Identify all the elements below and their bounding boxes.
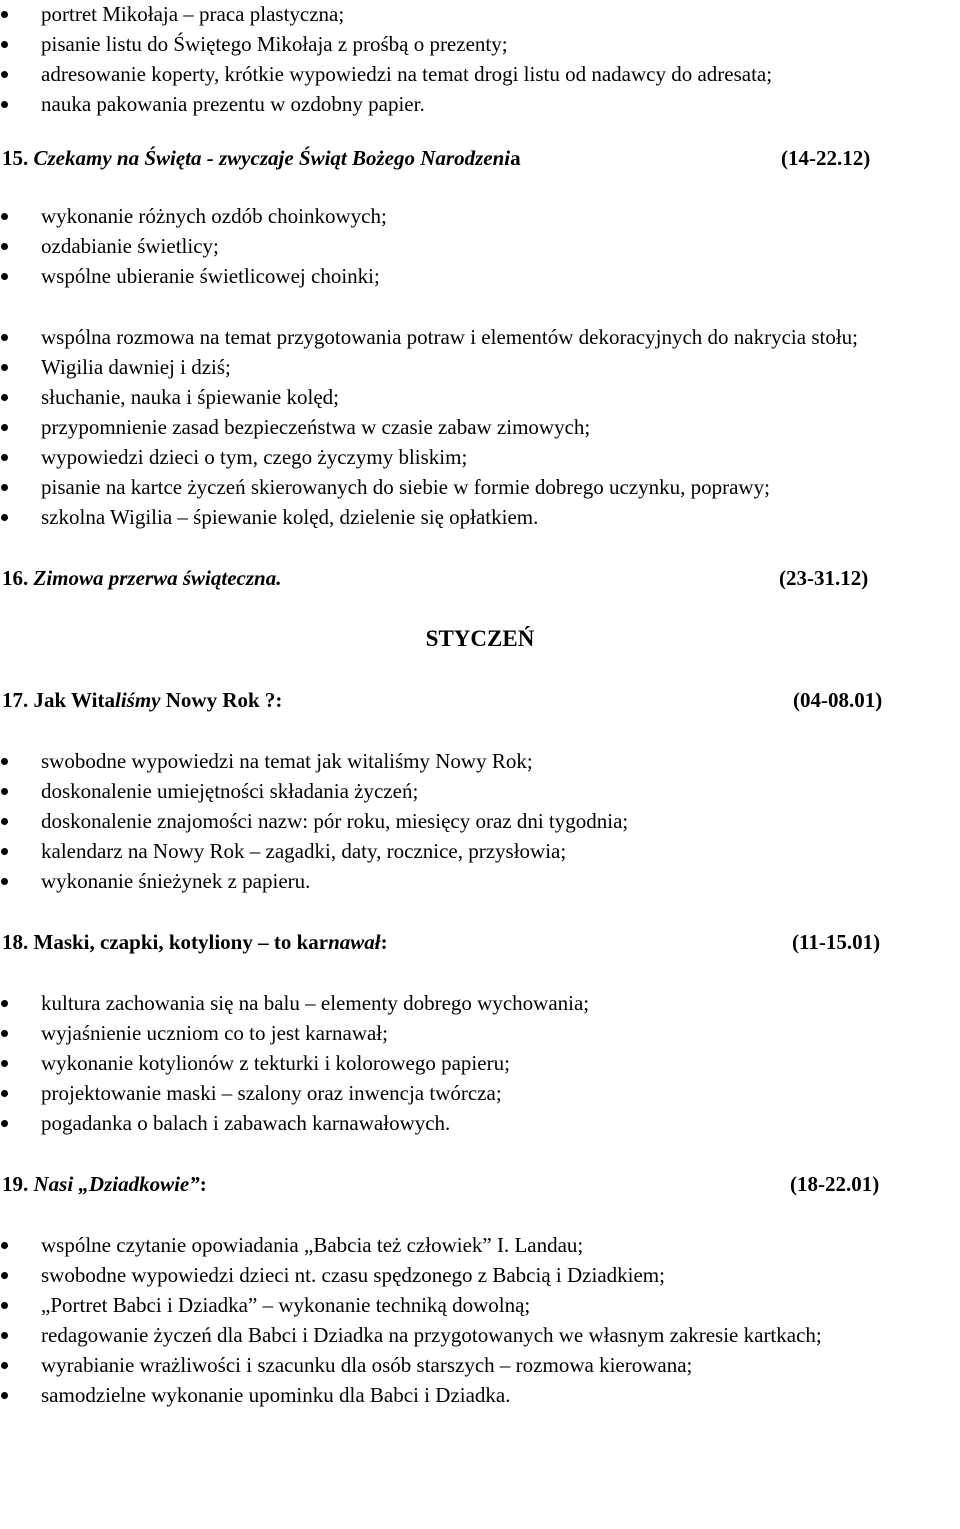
list-item-text: pisanie na kartce życzeń skierowanych do siebie w formie dobrego uczynku, poprawy; <box>41 475 770 499</box>
section-16-title-text: Zimowa przerwa świąteczna. <box>33 566 282 590</box>
list-item <box>0 29 960 59</box>
section-17-heading <box>2 685 960 715</box>
list-item <box>0 1108 960 1138</box>
section-16-dates: (23-31.12) <box>779 566 869 590</box>
section-19-title <box>2 1169 207 1199</box>
section-16-title <box>2 563 281 593</box>
list-item-text: wyjaśnienie uczniom co to jest karnawał; <box>41 1021 388 1045</box>
list-item <box>0 412 960 442</box>
bullet-icon <box>1 1090 8 1097</box>
section-19-title-italic: Nasi „Dziadkowie” <box>33 1172 200 1196</box>
section-18-dates: (11-15.01) <box>792 930 881 954</box>
bullet-icon <box>1 454 8 461</box>
section-18-heading <box>2 927 960 957</box>
list-item-text: wyrabianie wrażliwości i szacunku dla osób starszych – rozmowa kierowana; <box>41 1353 693 1377</box>
section-18-list <box>0 988 960 1138</box>
list-item-text: wspólne czytanie opowiadania „Babcia też człowiek” I. Landau; <box>41 1233 584 1257</box>
list-item-text: swobodne wypowiedzi dzieci nt. czasu spędzonego z Babcią i Dziadkiem; <box>41 1263 665 1287</box>
list-item-text: słuchanie, nauka i śpiewanie kolęd; <box>41 385 339 409</box>
bullet-icon <box>1 364 8 371</box>
list-item-text: szkolna Wigilia – śpiewanie kolęd, dzielenie się opłatkiem. <box>41 505 539 529</box>
list-item <box>0 1230 960 1260</box>
bullet-icon <box>1 484 8 491</box>
section-15-list-b <box>0 322 960 532</box>
section-15-heading <box>2 143 960 173</box>
bullet-icon <box>1 1242 8 1249</box>
section-17-list <box>0 746 960 896</box>
list-item <box>0 1320 960 1350</box>
list-item <box>0 201 960 231</box>
list-item <box>0 89 960 119</box>
list-item-text: wypowiedzi dzieci o tym, czego życzymy bliskim; <box>41 445 468 469</box>
bullet-icon <box>1 394 8 401</box>
list-item <box>0 1078 960 1108</box>
section-18-title <box>2 927 388 957</box>
bullet-icon <box>1 41 8 48</box>
list-item <box>0 776 960 806</box>
bullet-icon <box>1 848 8 855</box>
section-18-title-part2: : <box>380 930 388 954</box>
list-item <box>0 988 960 1018</box>
list-item <box>0 472 960 502</box>
list-item-text: kultura zachowania się na balu – elementy dobrego wychowania; <box>41 991 590 1015</box>
section-19-title-part2: : <box>199 1172 207 1196</box>
section-19-dates: (18-22.01) <box>790 1172 880 1196</box>
list-item <box>0 261 960 291</box>
list-item-text: swobodne wypowiedzi na temat jak witaliśmy Nowy Rok; <box>41 749 533 773</box>
bullet-icon <box>1 1000 8 1007</box>
bullet-icon <box>1 101 8 108</box>
bullet-icon <box>1 1332 8 1339</box>
list-item-text: doskonalenie znajomości nazw: pór roku, miesięcy oraz dni tygodnia; <box>41 809 629 833</box>
list-item-text: pogadanka o balach i zabawach karnawałowych. <box>41 1111 451 1135</box>
section-16-number: 16. <box>2 566 29 590</box>
bullet-icon <box>1 1392 8 1399</box>
bullet-icon <box>1 878 8 885</box>
section-15-title-tail: a <box>510 146 521 170</box>
bullet-icon <box>1 758 8 765</box>
list-item <box>0 322 960 352</box>
list-item-text: nauka pakowania prezentu w ozdobny papier. <box>41 92 425 116</box>
list-item-text: kalendarz na Nowy Rok – zagadki, daty, rocznice, przysłowia; <box>41 839 567 863</box>
section-18-title-part1: Maski, czapki, kotyliony – to kar <box>33 930 329 954</box>
list-item <box>0 502 960 532</box>
bullet-icon <box>1 71 8 78</box>
section-17-title-part2: Nowy Rok ?: <box>160 688 283 712</box>
list-item-text: wykonanie różnych ozdób choinkowych; <box>41 204 387 228</box>
section-17-title-part1: Jak Wita <box>33 688 115 712</box>
list-item <box>0 442 960 472</box>
section-15-list-a <box>0 201 960 291</box>
list-item-text: „Portret Babci i Dziadka” – wykonanie techniką dowolną; <box>41 1293 531 1317</box>
bullet-icon <box>1 1272 8 1279</box>
list-item <box>0 1018 960 1048</box>
section-19-number: 19. <box>2 1172 29 1196</box>
list-item <box>0 59 960 89</box>
list-item <box>0 806 960 836</box>
list-item <box>0 382 960 412</box>
section-17-dates: (04-08.01) <box>793 688 883 712</box>
section-18-number: 18. <box>2 930 29 954</box>
list-item <box>0 1380 960 1410</box>
list-item <box>0 352 960 382</box>
list-item <box>0 231 960 261</box>
list-item-text: przypomnienie zasad bezpieczeństwa w czasie zabaw zimowych; <box>41 415 591 439</box>
bullet-icon <box>1 1120 8 1127</box>
intro-list <box>0 0 960 119</box>
bullet-icon <box>1 788 8 795</box>
list-item-text: wykonanie kotylionów z tekturki i kolorowego papieru; <box>41 1051 510 1075</box>
section-15-title-text: Czekamy na Święta - zwyczaje Świąt Bożego Narodzeni <box>33 146 511 170</box>
bullet-icon <box>1 213 8 220</box>
list-item <box>0 0 960 29</box>
list-item <box>0 836 960 866</box>
section-17-title <box>2 685 282 715</box>
list-item-text: wspólna rozmowa na temat przygotowania potraw i elementów dekoracyjnych do nakrycia stołu; <box>41 325 858 349</box>
bullet-icon <box>1 1362 8 1369</box>
list-item-text: adresowanie koperty, krótkie wypowiedzi na temat drogi listu od nadawcy do adresata; <box>41 62 773 86</box>
section-19-list <box>0 1230 960 1410</box>
list-item-text: wykonanie śnieżynek z papieru. <box>41 869 311 893</box>
list-item-text: Wigilia dawniej i dziś; <box>41 355 231 379</box>
bullet-icon <box>1 1030 8 1037</box>
section-16-heading <box>2 563 960 593</box>
bullet-icon <box>1 11 8 18</box>
section-17-number: 17. <box>2 688 29 712</box>
section-15-dates: (14-22.12) <box>781 146 871 170</box>
list-item <box>0 746 960 776</box>
list-item-text: samodzielne wykonanie upominku dla Babci i Dziadka. <box>41 1383 511 1407</box>
month-label: STYCZEŃ <box>425 626 535 651</box>
list-item-text: pisanie listu do Świętego Mikołaja z prośbą o prezenty; <box>41 32 508 56</box>
bullet-icon <box>1 1302 8 1309</box>
list-item-text: projektowanie maski – szalony oraz inwencja twórcza; <box>41 1081 502 1105</box>
bullet-icon <box>1 1060 8 1067</box>
list-item-text: redagowanie życzeń dla Babci i Dziadka na przygotowanych we własnym zakresie kartkach; <box>41 1323 822 1347</box>
section-15-title <box>2 143 521 173</box>
list-item-text: portret Mikołaja – praca plastyczna; <box>41 2 345 26</box>
list-item <box>0 1048 960 1078</box>
list-item <box>0 866 960 896</box>
list-item-text: wspólne ubieranie świetlicowej choinki; <box>41 264 380 288</box>
bullet-icon <box>1 334 8 341</box>
bullet-icon <box>1 424 8 431</box>
list-item <box>0 1260 960 1290</box>
bullet-icon <box>1 818 8 825</box>
list-item-text: ozdabianie świetlicy; <box>41 234 219 258</box>
section-18-title-italic: nawał <box>328 930 381 954</box>
section-19-heading <box>2 1169 960 1199</box>
bullet-icon <box>1 514 8 521</box>
section-15-number: 15. <box>2 146 29 170</box>
bullet-icon <box>1 273 8 280</box>
section-17-title-italic: liśmy <box>115 688 161 712</box>
list-item-text: doskonalenie umiejętności składania życzeń; <box>41 779 419 803</box>
bullet-icon <box>1 243 8 250</box>
list-item <box>0 1290 960 1320</box>
list-item <box>0 1350 960 1380</box>
